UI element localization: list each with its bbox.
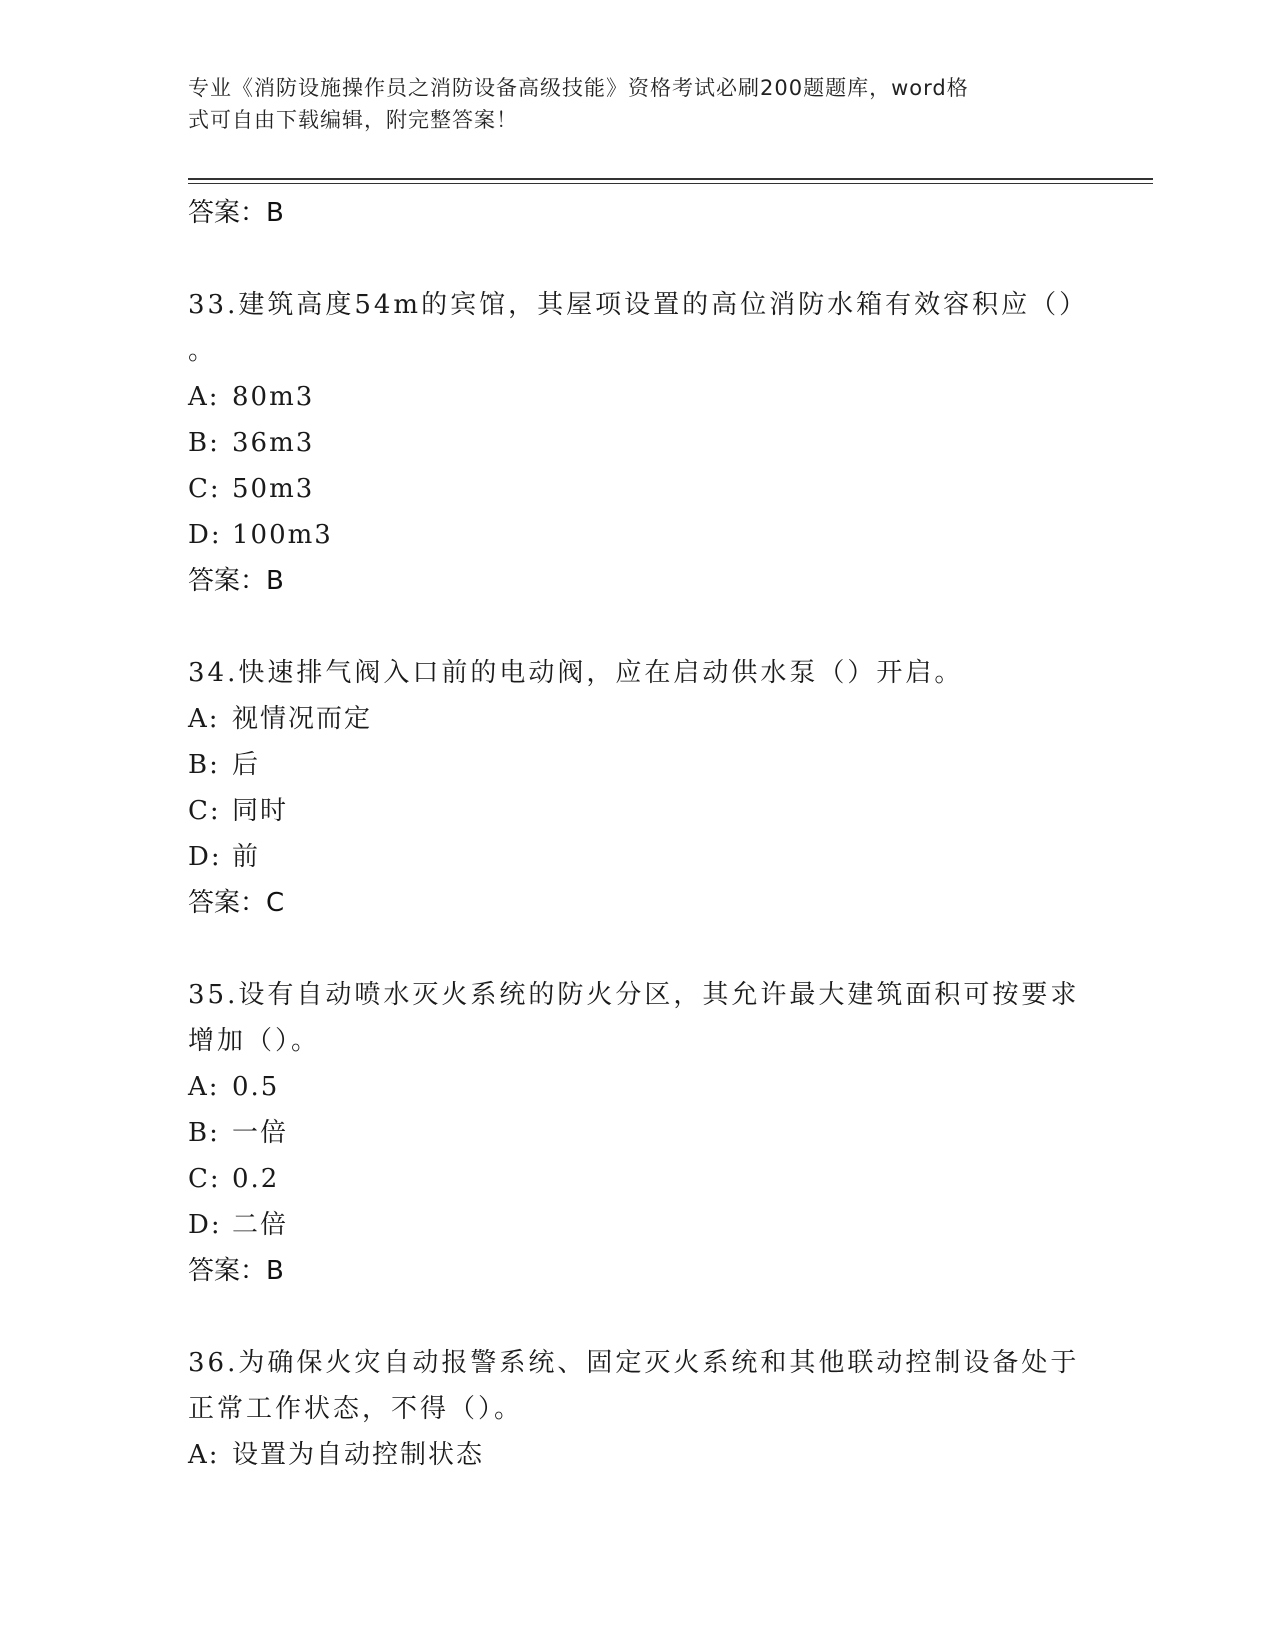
option-c xyxy=(188,788,1088,834)
option-key: D: xyxy=(188,842,222,872)
option-text: 一倍 xyxy=(232,1118,289,1148)
question-spacer xyxy=(188,604,1088,650)
option-key: A: xyxy=(188,1440,220,1470)
option-c xyxy=(188,1156,1088,1202)
question-spacer xyxy=(188,1294,1088,1340)
option-text: 视情况而定 xyxy=(232,704,373,734)
question-33 xyxy=(188,282,1088,604)
question-spacer xyxy=(188,926,1088,972)
question-list xyxy=(188,190,1088,1478)
option-b xyxy=(188,420,1088,466)
question-stem-continuation: 增加（）。 xyxy=(188,1026,321,1056)
option-key: A: xyxy=(188,704,220,734)
option-text: 二倍 xyxy=(232,1210,289,1240)
option-key: D: xyxy=(188,520,222,550)
option-text: 50m3 xyxy=(232,474,315,504)
option-key: C: xyxy=(188,796,221,826)
answer-line: 答案：B xyxy=(188,1256,284,1286)
question-stem: 33.建筑高度54m的宾馆，其屋项设置的高位消防水箱有效容积应（） xyxy=(188,290,1089,320)
option-text: 同时 xyxy=(232,796,289,826)
option-b xyxy=(188,742,1088,788)
option-d xyxy=(188,834,1088,880)
option-text: 后 xyxy=(232,750,261,780)
question-stem: 35.设有自动喷水灭火系统的防火分区，其允许最大建筑面积可按要求 xyxy=(188,980,1080,1010)
option-b xyxy=(188,1110,1088,1156)
option-text: 36m3 xyxy=(232,428,315,458)
question-stem: 34.快速排气阀入口前的电动阀，应在启动供水泵（）开启。 xyxy=(188,658,964,688)
previous-answer: 答案：B xyxy=(188,198,284,228)
option-key: A: xyxy=(188,382,220,412)
question-stem: 36.为确保火灾自动报警系统、固定灭火系统和其他联动控制设备处于 xyxy=(188,1348,1080,1378)
option-text: 0.2 xyxy=(232,1164,280,1194)
option-c xyxy=(188,466,1088,512)
option-key: A: xyxy=(188,1072,220,1102)
option-d xyxy=(188,512,1088,558)
question-stem-continuation: 。 xyxy=(188,336,218,366)
question-spacer xyxy=(188,236,1088,282)
question-36 xyxy=(188,1340,1088,1478)
answer-line: 答案：C xyxy=(188,888,285,918)
option-key: B: xyxy=(188,1118,220,1148)
option-text: 80m3 xyxy=(232,382,315,412)
option-text: 设置为自动控制状态 xyxy=(232,1440,485,1470)
question-stem-continuation: 正常工作状态，不得（）。 xyxy=(188,1394,524,1424)
option-key: C: xyxy=(188,474,221,504)
question-34 xyxy=(188,650,1088,926)
header-divider xyxy=(188,178,1153,180)
option-text: 前 xyxy=(232,842,261,872)
header-divider-thin xyxy=(188,183,1153,184)
option-a xyxy=(188,374,1088,420)
option-key: B: xyxy=(188,750,220,780)
option-a xyxy=(188,1432,1088,1478)
option-key: B: xyxy=(188,428,220,458)
header-title-line-1: 专业《消防设施操作员之消防设备高级技能》资格考试必刷200题题库，word格 xyxy=(188,76,969,100)
question-35 xyxy=(188,972,1088,1294)
document-header xyxy=(188,72,1068,136)
answer-line: 答案：B xyxy=(188,566,284,596)
option-text: 100m3 xyxy=(232,520,333,550)
option-key: D: xyxy=(188,1210,222,1240)
option-a xyxy=(188,696,1088,742)
option-a xyxy=(188,1064,1088,1110)
header-title-line-2: 式可自由下载编辑，附完整答案！ xyxy=(188,108,518,132)
option-d xyxy=(188,1202,1088,1248)
option-key: C: xyxy=(188,1164,221,1194)
option-text: 0.5 xyxy=(232,1072,280,1102)
